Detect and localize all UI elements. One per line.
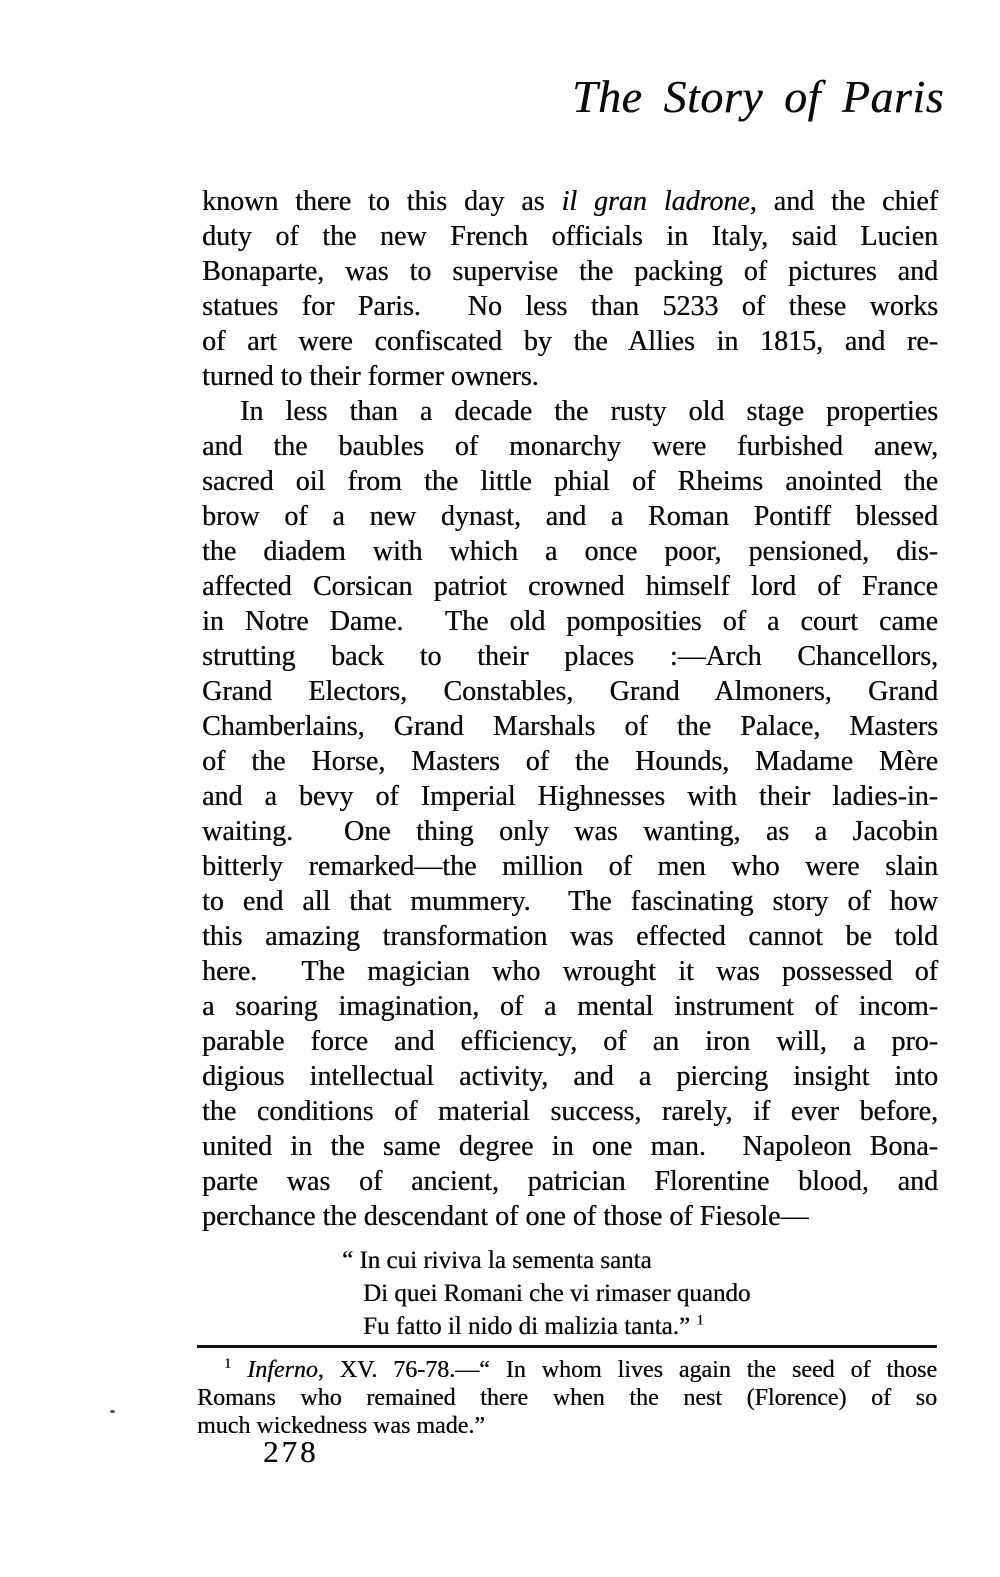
text-segment: 1	[224, 1356, 232, 1372]
text-line	[202, 1199, 938, 1234]
text-segment: digious intellectual activity, and a piercing insight into	[202, 1061, 938, 1092]
text-segment: waiting. One thing only was wanting, as a Jacobin	[202, 816, 938, 847]
page-number: 278	[263, 1434, 319, 1469]
text-line	[202, 884, 938, 919]
text-segment: brow of a new dynast, and a Roman Pontiff blessed	[202, 501, 938, 532]
text-segment: , XV. 76-78.—“ In whom lives again the seed of those	[317, 1357, 938, 1383]
text-segment: known there to this day as	[202, 186, 562, 217]
text-segment: parable force and efficiency, of an iron will, a pro-	[202, 1026, 938, 1057]
text-line	[202, 324, 938, 359]
text-line	[202, 954, 938, 989]
text-line	[202, 289, 938, 324]
text-line	[202, 429, 938, 464]
running-header-title: The Story of Paris	[571, 71, 944, 122]
text-segment: Romans who remained there when the nest (Florence) of so	[197, 1385, 937, 1411]
body-text	[202, 184, 938, 1234]
footnote-rule	[197, 1345, 937, 1348]
text-segment: and the baubles of monarchy were furbished anew,	[202, 431, 938, 462]
text-segment: the diadem with which a once poor, pensioned, dis-	[202, 536, 938, 567]
text-line	[202, 1059, 938, 1094]
text-segment: In less than a decade the rusty old stage properties	[240, 396, 938, 427]
text-line	[197, 1356, 937, 1384]
text-segment: the conditions of material success, rarely, if ever before,	[202, 1096, 938, 1127]
text-line	[202, 394, 938, 429]
verse-quotation	[342, 1244, 750, 1343]
text-segment: much wickedness was made.”	[197, 1413, 485, 1439]
text-line	[202, 359, 938, 394]
text-segment: to end all that mummery. The fascinating story of how	[202, 886, 938, 917]
text-segment	[231, 1357, 247, 1383]
text-segment: this amazing transformation was effected cannot be told	[202, 921, 938, 952]
text-line	[202, 674, 938, 709]
text-line	[202, 919, 938, 954]
text-line	[202, 779, 938, 814]
text-segment: Grand Electors, Constables, Grand Almoners, Grand	[202, 676, 938, 707]
text-segment: in Notre Dame. The old pomposities of a court came	[202, 606, 938, 637]
text-segment: duty of the new French officials in Italy, said Lucien	[202, 221, 938, 252]
text-line	[202, 744, 938, 779]
text-segment: a soaring imagination, of a mental instrument of incom-	[202, 991, 938, 1022]
text-line	[342, 1310, 750, 1343]
text-line	[202, 499, 938, 534]
ink-speck	[110, 1410, 115, 1413]
text-line	[197, 1384, 937, 1412]
text-line	[202, 1094, 938, 1129]
text-segment: sacred oil from the little phial of Rheims anointed the	[202, 466, 938, 497]
text-segment: il gran ladrone	[561, 186, 750, 217]
text-line	[342, 1277, 750, 1310]
text-segment: united in the same degree in one man. Napoleon Bona-	[202, 1131, 938, 1162]
text-segment: of the Horse, Masters of the Hounds, Madame Mère	[202, 746, 938, 777]
text-line	[202, 1024, 938, 1059]
footnote	[197, 1356, 937, 1440]
text-segment: and a bevy of Imperial Highnesses with their ladies-in-	[202, 781, 938, 812]
text-segment: turned to their former owners.	[202, 361, 539, 392]
text-line	[202, 709, 938, 744]
text-line	[202, 254, 938, 289]
text-line	[202, 569, 938, 604]
text-segment: of art were confiscated by the Allies in 1815, and re-	[202, 326, 938, 357]
text-line	[202, 1129, 938, 1164]
text-segment: perchance the descendant of one of those of Fiesole—	[202, 1201, 809, 1232]
text-segment: affected Corsican patriot crowned himself lord of France	[202, 571, 938, 602]
text-segment: , and the chief	[749, 186, 939, 217]
text-segment: “ In cui riviva la sementa santa	[342, 1247, 652, 1274]
text-line	[202, 534, 938, 569]
text-segment: statues for Paris. No less than 5233 of these works	[202, 291, 938, 322]
text-line	[342, 1244, 750, 1277]
text-line	[202, 184, 938, 219]
text-segment: Di quei Romani che vi rimaser quando	[363, 1280, 751, 1307]
text-segment: Chamberlains, Grand Marshals of the Palace, Masters	[202, 711, 938, 742]
text-segment: Bonaparte, was to supervise the packing of pictures and	[202, 256, 938, 287]
text-segment: Fu fatto il nido di malizia tanta.”	[363, 1313, 697, 1340]
text-line	[202, 849, 938, 884]
text-line	[202, 464, 938, 499]
text-line	[202, 639, 938, 674]
text-segment: parte was of ancient, patrician Florentine blood, and	[202, 1166, 938, 1197]
text-segment: Inferno	[247, 1357, 318, 1383]
text-segment: bitterly remarked—the million of men who were slain	[202, 851, 938, 882]
text-line	[202, 814, 938, 849]
text-line	[202, 219, 938, 254]
text-line	[202, 989, 938, 1024]
text-segment: strutting back to their places :—Arch Chancellors,	[202, 641, 938, 672]
text-line	[202, 604, 938, 639]
text-segment: here. The magician who wrought it was possessed of	[202, 956, 938, 987]
text-segment: 1	[696, 1312, 704, 1329]
text-line	[202, 1164, 938, 1199]
